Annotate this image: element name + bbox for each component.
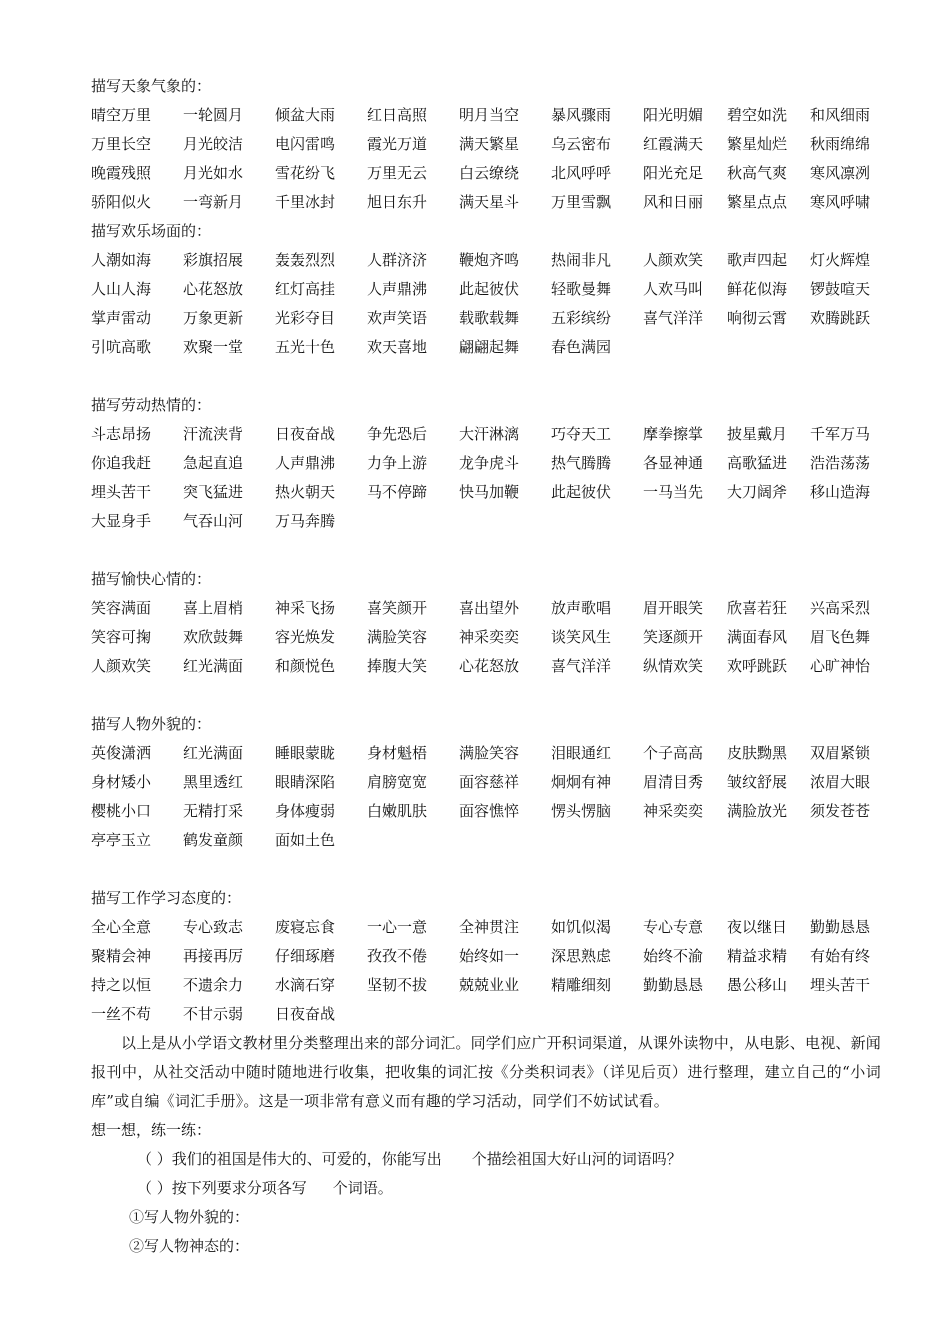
word-item: 眉清目秀 <box>643 773 704 791</box>
word-item: 争先恐后 <box>367 425 428 443</box>
word-row <box>91 739 881 768</box>
section-spacer <box>91 855 881 884</box>
word-item: 红霞满天 <box>643 135 704 153</box>
word-row <box>91 246 881 275</box>
word-item: 龙争虎斗 <box>459 454 520 472</box>
document-page <box>91 72 881 1261</box>
exercise-item-appearance: ①写人物外貌的： <box>129 1208 250 1226</box>
word-item: 全心全意 <box>91 918 152 936</box>
word-item: 孜孜不倦 <box>367 947 428 965</box>
word-item: 聚精会神 <box>91 947 152 965</box>
word-item: 万马奔腾 <box>275 512 336 530</box>
word-row <box>91 1000 881 1029</box>
word-item: 满脸放光 <box>727 802 788 820</box>
summary-paragraph: 以上是从小学语文教材里分类整理出来的部分词汇。同学们应广开积词渠道，从课外读物中，从电影、电视、新闻报刊中，从社交活动中随时随地进行收集，把收集的词汇按《分类积词表》（详见后页）进行整理，建立自己的“小词库”或自编《词汇手册》。这是一项非常有意义而有趣的学习活动，同学们不妨试试看。 <box>91 1034 882 1110</box>
section-heading: 描写人物外貌的： <box>91 715 212 733</box>
word-item: 埋头苦干 <box>91 483 152 501</box>
word-item: 身材矮小 <box>91 773 152 791</box>
word-item: 勤勤恳恳 <box>810 918 871 936</box>
word-section <box>91 72 881 217</box>
word-item: 心旷神怡 <box>810 657 871 675</box>
word-sections <box>91 72 881 1029</box>
word-row <box>91 623 881 652</box>
word-row <box>91 130 881 159</box>
word-item: 泪眼通红 <box>551 744 612 762</box>
word-item: 欢天喜地 <box>367 338 428 356</box>
section-heading: 描写欢乐场面的： <box>91 222 212 240</box>
exercise-title: 想一想，练一练： <box>91 1121 212 1139</box>
word-item: 喜上眉梢 <box>183 599 244 617</box>
word-item: 亭亭玉立 <box>91 831 152 849</box>
word-item: 翩翩起舞 <box>459 338 520 356</box>
section-heading: 描写工作学习态度的： <box>91 889 242 907</box>
word-item: 此起彼伏 <box>551 483 612 501</box>
word-item: 急起直追 <box>183 454 244 472</box>
word-item: 热火朝天 <box>275 483 336 501</box>
word-item: 人颜欢笑 <box>91 657 152 675</box>
word-item: 皮肤黝黑 <box>727 744 788 762</box>
word-item: 力争上游 <box>367 454 428 472</box>
word-item: 大刀阔斧 <box>727 483 788 501</box>
word-item: 始终不渝 <box>643 947 704 965</box>
word-item: 面如土色 <box>275 831 336 849</box>
word-section <box>91 391 881 536</box>
word-item: 欢呼跳跃 <box>727 657 788 675</box>
word-row <box>91 420 881 449</box>
word-item: 个子高高 <box>643 744 704 762</box>
word-row <box>91 275 881 304</box>
word-item: 繁星点点 <box>727 193 788 211</box>
word-item: 笑逐颜开 <box>643 628 704 646</box>
word-item: 寒风凛冽 <box>810 164 871 182</box>
word-item: 歌声四起 <box>727 251 788 269</box>
word-item: 红日高照 <box>367 106 428 124</box>
word-item: 身体瘦弱 <box>275 802 336 820</box>
word-item: 白云缭绕 <box>459 164 520 182</box>
word-item: 汗流浃背 <box>183 425 244 443</box>
word-item: 心花怒放 <box>459 657 520 675</box>
word-item: 心花怒放 <box>183 280 244 298</box>
word-item: 月光皎洁 <box>183 135 244 153</box>
word-item: 日夜奋战 <box>275 425 336 443</box>
word-item: 面容憔悴 <box>459 802 520 820</box>
word-item: 移山造海 <box>810 483 871 501</box>
exercise-item-expression: ②写人物神态的： <box>129 1237 250 1255</box>
word-item: 欢腾跳跃 <box>810 309 871 327</box>
word-item: 水滴石穿 <box>275 976 336 994</box>
word-item: 炯炯有神 <box>551 773 612 791</box>
question-2-text-after: 个词语。 <box>332 1179 393 1197</box>
word-item: 黑里透红 <box>183 773 244 791</box>
word-item: 红光满面 <box>183 657 244 675</box>
word-item: 笑容可掬 <box>91 628 152 646</box>
word-item: 废寝忘食 <box>275 918 336 936</box>
word-item: 肩膀宽宽 <box>367 773 428 791</box>
word-item: 精雕细刻 <box>551 976 612 994</box>
word-item: 高歌猛进 <box>727 454 788 472</box>
word-item: 明月当空 <box>459 106 520 124</box>
word-item: 春色满园 <box>551 338 612 356</box>
word-item: 埋头苦干 <box>810 976 871 994</box>
word-item: 愣头愣脑 <box>551 802 612 820</box>
word-item: 你追我赶 <box>91 454 152 472</box>
word-item: 身材魁梧 <box>367 744 428 762</box>
section-spacer <box>91 536 881 565</box>
word-item: 鲜花似海 <box>727 280 788 298</box>
word-item: 白嫩肌肤 <box>367 802 428 820</box>
word-item: 暴风骤雨 <box>551 106 612 124</box>
word-item: 人欢马叫 <box>643 280 704 298</box>
word-item: 放声歌唱 <box>551 599 612 617</box>
word-item: 马不停蹄 <box>367 483 428 501</box>
question-2-paren: （ ） <box>137 1179 172 1197</box>
word-row <box>91 971 881 1000</box>
word-item: 旭日东升 <box>367 193 428 211</box>
word-item: 乌云密布 <box>551 135 612 153</box>
word-item: 彩旗招展 <box>183 251 244 269</box>
word-item: 夜以继日 <box>727 918 788 936</box>
word-item: 喜气洋洋 <box>551 657 612 675</box>
word-item: 双眉紧锁 <box>810 744 871 762</box>
word-row <box>91 449 881 478</box>
word-row <box>91 797 881 826</box>
word-item: 人声鼎沸 <box>275 454 336 472</box>
word-item: 热气腾腾 <box>551 454 612 472</box>
word-row <box>91 652 881 681</box>
word-item: 一弯新月 <box>183 193 244 211</box>
word-item: 气吞山河 <box>183 512 244 530</box>
word-item: 专心致志 <box>183 918 244 936</box>
word-item: 人山人海 <box>91 280 152 298</box>
word-row <box>91 159 881 188</box>
word-item: 载歌载舞 <box>459 309 520 327</box>
word-item: 精益求精 <box>727 947 788 965</box>
word-item: 无精打采 <box>183 802 244 820</box>
word-item: 一丝不苟 <box>91 1005 152 1023</box>
word-item: 持之以恒 <box>91 976 152 994</box>
word-item: 神采奕奕 <box>643 802 704 820</box>
word-item: 晚霞残照 <box>91 164 152 182</box>
word-item: 此起彼伏 <box>459 280 520 298</box>
word-item: 披星戴月 <box>727 425 788 443</box>
word-item: 万里长空 <box>91 135 152 153</box>
word-row <box>91 826 881 855</box>
word-item: 欣喜若狂 <box>727 599 788 617</box>
word-item: 轻歌曼舞 <box>551 280 612 298</box>
word-item: 全神贯注 <box>459 918 520 936</box>
word-item: 电闪雷鸣 <box>275 135 336 153</box>
word-item: 掌声雷动 <box>91 309 152 327</box>
word-item: 秋雨绵绵 <box>810 135 871 153</box>
word-item: 睡眼蒙眬 <box>275 744 336 762</box>
word-item: 秋高气爽 <box>727 164 788 182</box>
word-item: 喜出望外 <box>459 599 520 617</box>
word-item: 容光焕发 <box>275 628 336 646</box>
word-item: 愚公移山 <box>727 976 788 994</box>
word-item: 光彩夺目 <box>275 309 336 327</box>
word-item: 专心专意 <box>643 918 704 936</box>
word-item: 日夜奋战 <box>275 1005 336 1023</box>
word-item: 神采奕奕 <box>459 628 520 646</box>
word-item: 神采飞扬 <box>275 599 336 617</box>
word-item: 纵情欢笑 <box>643 657 704 675</box>
word-item: 阳光充足 <box>643 164 704 182</box>
word-item: 碧空如洗 <box>727 106 788 124</box>
word-item: 再接再厉 <box>183 947 244 965</box>
word-item: 霞光万道 <box>367 135 428 153</box>
word-item: 倾盆大雨 <box>275 106 336 124</box>
section-heading: 描写劳动热情的： <box>91 396 212 414</box>
word-item: 始终如一 <box>459 947 520 965</box>
word-row <box>91 333 881 362</box>
question-1-paren: （ ） <box>137 1150 172 1168</box>
word-item: 灯火辉煌 <box>810 251 871 269</box>
word-item: 勤勤恳恳 <box>643 976 704 994</box>
word-item: 皱纹舒展 <box>727 773 788 791</box>
word-item: 喜笑颜开 <box>367 599 428 617</box>
word-item: 人潮如海 <box>91 251 152 269</box>
word-item: 浓眉大眼 <box>810 773 871 791</box>
word-item: 坚韧不拔 <box>367 976 428 994</box>
word-item: 面容慈祥 <box>459 773 520 791</box>
word-item: 满脸笑容 <box>367 628 428 646</box>
word-item: 满面春风 <box>727 628 788 646</box>
word-item: 谈笑风生 <box>551 628 612 646</box>
word-item: 千里冰封 <box>275 193 336 211</box>
word-row <box>91 101 881 130</box>
word-item: 满天星斗 <box>459 193 520 211</box>
word-item: 轰轰烈烈 <box>275 251 336 269</box>
word-row <box>91 188 881 217</box>
word-item: 须发苍苍 <box>810 802 871 820</box>
word-row <box>91 768 881 797</box>
word-item: 响彻云霄 <box>727 309 788 327</box>
word-item: 斗志昂扬 <box>91 425 152 443</box>
word-item: 锣鼓喧天 <box>810 280 871 298</box>
word-item: 人群济济 <box>367 251 428 269</box>
word-item: 万里雪飘 <box>551 193 612 211</box>
word-row <box>91 594 881 623</box>
word-item: 欢声笑语 <box>367 309 428 327</box>
word-item: 和颜悦色 <box>275 657 336 675</box>
word-item: 满脸笑容 <box>459 744 520 762</box>
word-item: 一轮圆月 <box>183 106 244 124</box>
word-item: 大显身手 <box>91 512 152 530</box>
word-row <box>91 507 881 536</box>
word-section <box>91 565 881 681</box>
word-item: 雪花纷飞 <box>275 164 336 182</box>
word-row <box>91 913 881 942</box>
word-item: 五彩缤纷 <box>551 309 612 327</box>
word-item: 骄阳似火 <box>91 193 152 211</box>
word-item: 万象更新 <box>183 309 244 327</box>
word-item: 引吭高歌 <box>91 338 152 356</box>
section-spacer <box>91 362 881 391</box>
word-item: 不甘示弱 <box>183 1005 244 1023</box>
word-item: 五光十色 <box>275 338 336 356</box>
word-item: 如饥似渴 <box>551 918 612 936</box>
word-item: 笑容满面 <box>91 599 152 617</box>
word-item: 樱桃小口 <box>91 802 152 820</box>
word-item: 热闹非凡 <box>551 251 612 269</box>
word-item: 万里无云 <box>367 164 428 182</box>
word-item: 不遗余力 <box>183 976 244 994</box>
word-item: 鹤发童颜 <box>183 831 244 849</box>
word-item: 眉飞色舞 <box>810 628 871 646</box>
word-item: 眉开眼笑 <box>643 599 704 617</box>
word-item: 英俊潇洒 <box>91 744 152 762</box>
word-item: 北风呼呼 <box>551 164 612 182</box>
word-item: 仔细琢磨 <box>275 947 336 965</box>
word-row <box>91 942 881 971</box>
word-item: 满天繁星 <box>459 135 520 153</box>
word-item: 有始有终 <box>810 947 871 965</box>
exercise-question-1 <box>91 1145 881 1174</box>
word-item: 阳光明媚 <box>643 106 704 124</box>
section-spacer <box>91 681 881 710</box>
word-item: 一马当先 <box>643 483 704 501</box>
word-item: 兢兢业业 <box>459 976 520 994</box>
word-item: 红光满面 <box>183 744 244 762</box>
word-item: 欢聚一堂 <box>183 338 244 356</box>
word-item: 快马加鞭 <box>459 483 520 501</box>
question-2-text-before: 按下列要求分项各写 <box>171 1179 307 1197</box>
exercise-question-2 <box>91 1174 881 1203</box>
word-row <box>91 478 881 507</box>
word-item: 一心一意 <box>367 918 428 936</box>
word-item: 巧夺天工 <box>551 425 612 443</box>
word-item: 兴高采烈 <box>810 599 871 617</box>
word-row <box>91 304 881 333</box>
section-heading: 描写愉快心情的： <box>91 570 212 588</box>
word-item: 月光如水 <box>183 164 244 182</box>
word-item: 摩拳擦掌 <box>643 425 704 443</box>
word-item: 风和日丽 <box>643 193 704 211</box>
word-item: 晴空万里 <box>91 106 152 124</box>
word-item: 和风细雨 <box>810 106 871 124</box>
word-item: 各显神通 <box>643 454 704 472</box>
section-heading: 描写天象气象的： <box>91 77 212 95</box>
word-item: 欢欣鼓舞 <box>183 628 244 646</box>
word-item: 眼睛深陷 <box>275 773 336 791</box>
question-1-text-before: 我们的祖国是伟大的、可爱的，你能写出 <box>171 1150 442 1168</box>
word-item: 大汗淋漓 <box>459 425 520 443</box>
word-item: 千军万马 <box>810 425 871 443</box>
word-item: 寒风呼啸 <box>810 193 871 211</box>
word-item: 繁星灿烂 <box>727 135 788 153</box>
word-item: 人声鼎沸 <box>367 280 428 298</box>
word-item: 人颜欢笑 <box>643 251 704 269</box>
word-item: 捧腹大笑 <box>367 657 428 675</box>
word-section <box>91 710 881 855</box>
word-item: 喜气洋洋 <box>643 309 704 327</box>
word-section <box>91 884 881 1029</box>
word-section <box>91 217 881 362</box>
word-item: 鞭炮齐鸣 <box>459 251 520 269</box>
word-item: 红灯高挂 <box>275 280 336 298</box>
word-item: 深思熟虑 <box>551 947 612 965</box>
word-item: 浩浩荡荡 <box>810 454 871 472</box>
word-item: 突飞猛进 <box>183 483 244 501</box>
question-1-text-after: 个描绘祖国大好山河的词语吗？ <box>471 1150 682 1168</box>
